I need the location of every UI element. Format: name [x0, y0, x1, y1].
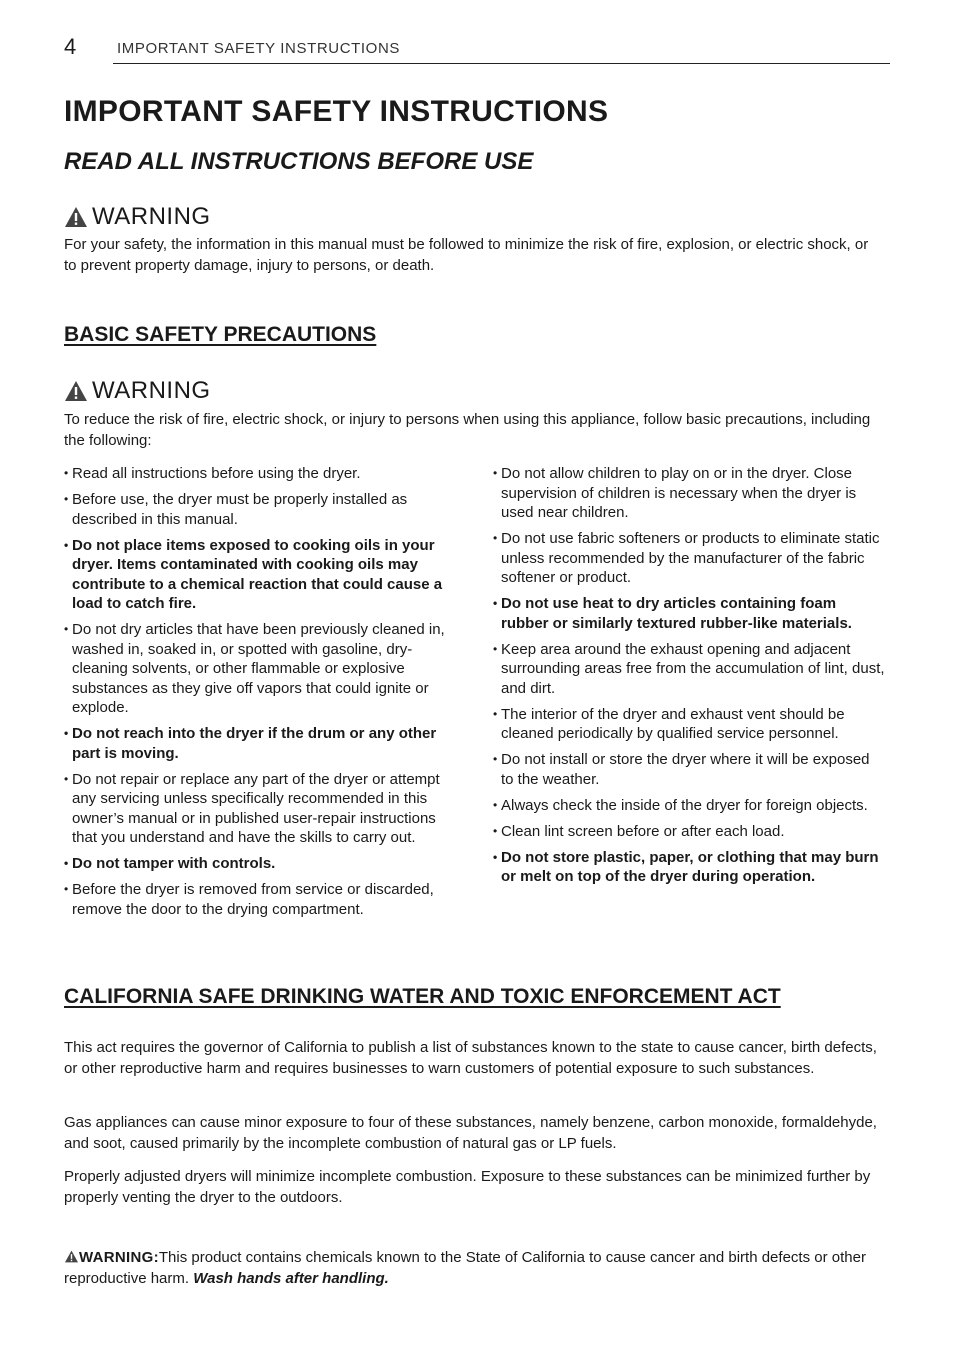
warning-label: WARNING [92, 377, 211, 404]
precautions-left-list [64, 464, 464, 926]
running-header: IMPORTANT SAFETY INSTRUCTIONS [117, 40, 400, 57]
california-warning-text: This product contains chemicals known to the State of California to cause cancer and birth defects or other reproductive harm. [64, 1249, 866, 1287]
list-item: • Do not use heat to dry articles containing foam rubber or similarly textured rubber-like materials. [493, 594, 886, 633]
warning-text: For your safety, the information in this manual must be followed to minimize the risk of fire, explosion, or electric shock, or to prevent property damage, injury to persons, or death. [64, 236, 869, 274]
california-paragraph-1: This act requires the governor of California to publish a list of substances known to the state to cause cancer, birth defects, or other reproductive harm and requires businesses to warn customers of potential exposure to such substances. [64, 1039, 877, 1077]
list-item: • Do not store plastic, paper, or clothing that may burn or melt on top of the dryer during operation. [493, 848, 886, 887]
list-item: • Do not dry articles that have been previously cleaned in, washed in, soaked in, or spotted with gasoline, dry-cleaning solvents, or other flammable or explosive substances as they give off vapors that could ignite or explode. [64, 620, 464, 718]
list-item: • The interior of the dryer and exhaust vent should be cleaned periodically by qualified service personnel. [493, 705, 886, 744]
california-paragraph-2: Gas appliances can cause minor exposure to four of these substances, namely benzene, carbon monoxide, formaldehyde, and soot, caused primarily by the incomplete combustion of natural gas or LP fuels. [64, 1114, 877, 1152]
list-item: • Read all instructions before using the dryer. [64, 464, 464, 484]
california-paragraph-3: Properly adjusted dryers will minimize incomplete combustion. Exposure to these substances can be minimized further by properly venting the dryer to the outdoors. [64, 1168, 871, 1206]
list-item: • Do not allow children to play on or in the dryer. Close supervision of children is necessary when the dryer is used near children. [493, 464, 886, 523]
list-item: • Do not reach into the dryer if the drum or any other part is moving. [64, 724, 464, 763]
list-item: • Do not repair or replace any part of the dryer or attempt any servicing unless specifically recommended in this owner’s manual or in published user-repair instructions that you understand and have the skills to carry out. [64, 770, 464, 848]
california-warning [64, 1247, 884, 1289]
list-item: • Before the dryer is removed from service or discarded, remove the door to the drying compartment. [64, 880, 464, 919]
warning-heading [64, 377, 211, 405]
list-item: • Do not place items exposed to cooking oils in your dryer. Items contaminated with cooking oils may contribute to a chemical reaction that could cause a load to catch fire. [64, 536, 464, 614]
page-number: 4 [64, 34, 77, 59]
california-warning-label: WARNING: [79, 1249, 159, 1266]
list-item: • Do not tamper with controls. [64, 854, 464, 874]
list-item: • Do not use fabric softeners or products to eliminate static unless recommended by the manufacturer of the fabric softener or product. [493, 529, 886, 588]
list-item: • Do not install or store the dryer where it will be exposed to the weather. [493, 750, 886, 789]
warning-label: WARNING [92, 203, 211, 230]
warning-triangle-icon [64, 206, 88, 228]
list-item: • Always check the inside of the dryer for foreign objects. [493, 796, 886, 816]
basic-intro: To reduce the risk of fire, electric shock, or injury to persons when using this appliance, follow basic precautions, including the following: [64, 411, 871, 449]
header-rule [113, 63, 890, 64]
list-item: • Keep area around the exhaust opening and adjacent surrounding areas free from the accumulation of lint, dust, and dirt. [493, 640, 886, 699]
list-item: • Clean lint screen before or after each load. [493, 822, 886, 842]
california-warning-emphasis: Wash hands after handling. [193, 1270, 389, 1287]
warning-triangle-icon [64, 1250, 79, 1263]
page-title: IMPORTANT SAFETY INSTRUCTIONS [64, 95, 609, 128]
warning-triangle-icon [64, 380, 88, 402]
precautions-right-list [493, 464, 886, 893]
page-subtitle: READ ALL INSTRUCTIONS BEFORE USE [64, 148, 534, 175]
list-item: • Before use, the dryer must be properly installed as described in this manual. [64, 490, 464, 529]
section-heading-california: CALIFORNIA SAFE DRINKING WATER AND TOXIC ENFORCEMENT ACT [64, 985, 781, 1008]
section-heading-basic: BASIC SAFETY PRECAUTIONS [64, 323, 377, 346]
warning-heading [64, 203, 211, 231]
